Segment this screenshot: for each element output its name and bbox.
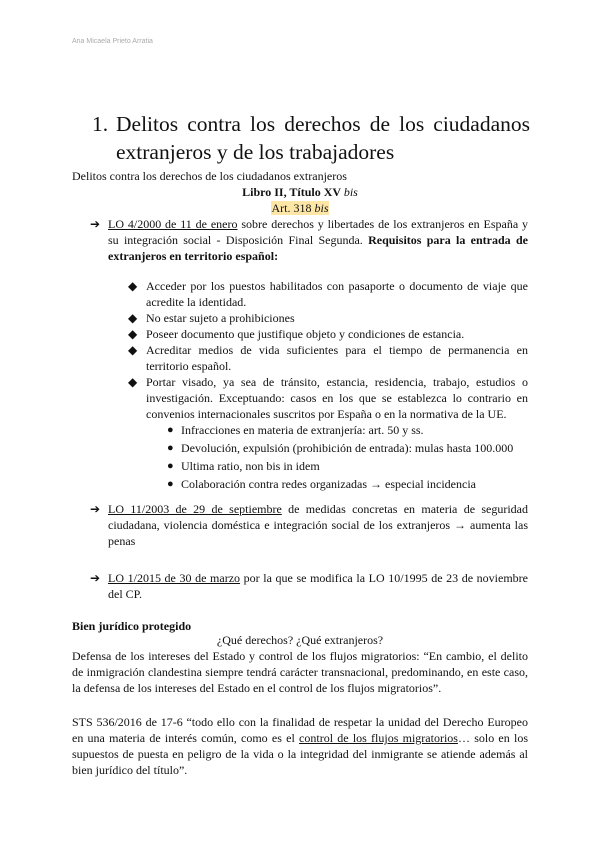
diamond-bullet-icon: ◆ (128, 327, 138, 341)
lo-11-2003-paragraph: ➔ LO 11/2003 de 29 de septiembre de medidas concretas en materia de seguridad ciudadana, violencia doméstica e integración social de los extranjeros → aumenta las penas (90, 502, 528, 548)
arrow-right-icon: ➔ (90, 217, 101, 231)
heading-line-2: extranjeros y de los trabajadores (116, 140, 395, 164)
list-item: ● Colaboración contra redes organizadas → especial incidencia (167, 477, 476, 491)
diamond-bullet-icon: ◆ (128, 279, 138, 293)
control-flujos-link[interactable]: control de los flujos migratorios (299, 731, 458, 745)
bullet-icon: ● (167, 424, 174, 436)
bullet-icon: ● (167, 442, 174, 454)
list-item: ◆ Portar visado, ya sea de tránsito, estancia, residencia, trabajo, estudios o investigación. Exceptuando: casos en los que se establezca lo contrario en convenios internacionales suscritos por España o en la normativa de la UE. (128, 375, 528, 421)
author-watermark: Ana Micaela Prieto Arratia (72, 38, 153, 45)
section-heading (92, 110, 530, 166)
bien-question: ¿Qué derechos? ¿Qué extranjeros? (216, 633, 384, 647)
diamond-bullet-icon: ◆ (128, 311, 138, 325)
lo-4-2000-paragraph: ➔ LO 4/2000 de 11 de enero sobre derechos y libertades de los extranjeros en España y su integración social - Disposición Final Segunda. Requisitos para la entrada de extranjeros en territorio español: (90, 217, 529, 263)
bien-paragraph-2: STS 536/2016 de 17-6 “todo ello con la finalidad de respetar la unidad del Derecho Europeo en una materia de interés común, como es el control de los flujos migratorios… solo en los supuestos de puesta en peligro de la vida o la integridad del inmigrante se atiende además al bien jurídico del título”. (72, 715, 528, 777)
requisitos-list (128, 278, 528, 422)
lo-1-2015-paragraph: ➔ LO 1/2015 de 30 de marzo por la que se modifica la LO 10/1995 de 23 de noviembre del CP. (90, 571, 529, 601)
heading-line-1: Delitos contra los derechos de los ciudadanos (116, 112, 530, 136)
subtitle: Delitos contra los derechos de los ciudadanos extranjeros (72, 169, 347, 183)
list-item: ● Infracciones en materia de extranjería: art. 50 y ss. (167, 423, 424, 437)
list-item: ◆ No estar sujeto a prohibiciones (128, 311, 295, 325)
list-item: ◆ Acceder por los puestos habilitados con pasaporte o documento de viaje que acredite la identidad. (128, 279, 528, 309)
bien-juridico-title: Bien jurídico protegido (72, 619, 192, 633)
diamond-bullet-icon: ◆ (128, 375, 138, 389)
arrow-right-icon: ➔ (90, 571, 101, 585)
sub-items-list (167, 422, 528, 492)
bullet-icon: ● (167, 478, 174, 490)
list-item: ● Ultima ratio, non bis in idem (167, 459, 320, 473)
lo-1-2015-link[interactable]: LO 1/2015 de 30 de marzo (108, 571, 241, 585)
heading-number: 1. (92, 112, 109, 136)
list-item: ◆ Poseer documento que justifique objeto y condiciones de estancia. (128, 327, 465, 341)
libro-title: Libro II, Título XV bis (242, 185, 358, 199)
list-item: ◆ Acreditar medios de vida suficientes para el tiempo de permanencia en territorio español. (128, 343, 528, 373)
diamond-bullet-icon: ◆ (128, 343, 138, 357)
lo-11-2003-link[interactable]: LO 11/2003 de 29 de septiembre (108, 502, 282, 516)
bullet-icon: ● (167, 460, 174, 472)
list-item: ● Devolución, expulsión (prohibición de entrada): mulas hasta 100.000 (167, 441, 514, 455)
lo-4-2000-link[interactable]: LO 4/2000 de 11 de enero (108, 217, 238, 231)
bien-paragraph-1: Defensa de los intereses del Estado y control de los flujos migratorios: “En cambio, el delito de inmigración clandestina siempre tendrá carácter transnacional, predominando, en este caso, la defensa de los intereses del Estado en el control de los flujos migratorios”. (72, 649, 528, 695)
arrow-right-icon: ➔ (90, 502, 101, 516)
article-ref: Art. 318 bis (271, 201, 329, 215)
